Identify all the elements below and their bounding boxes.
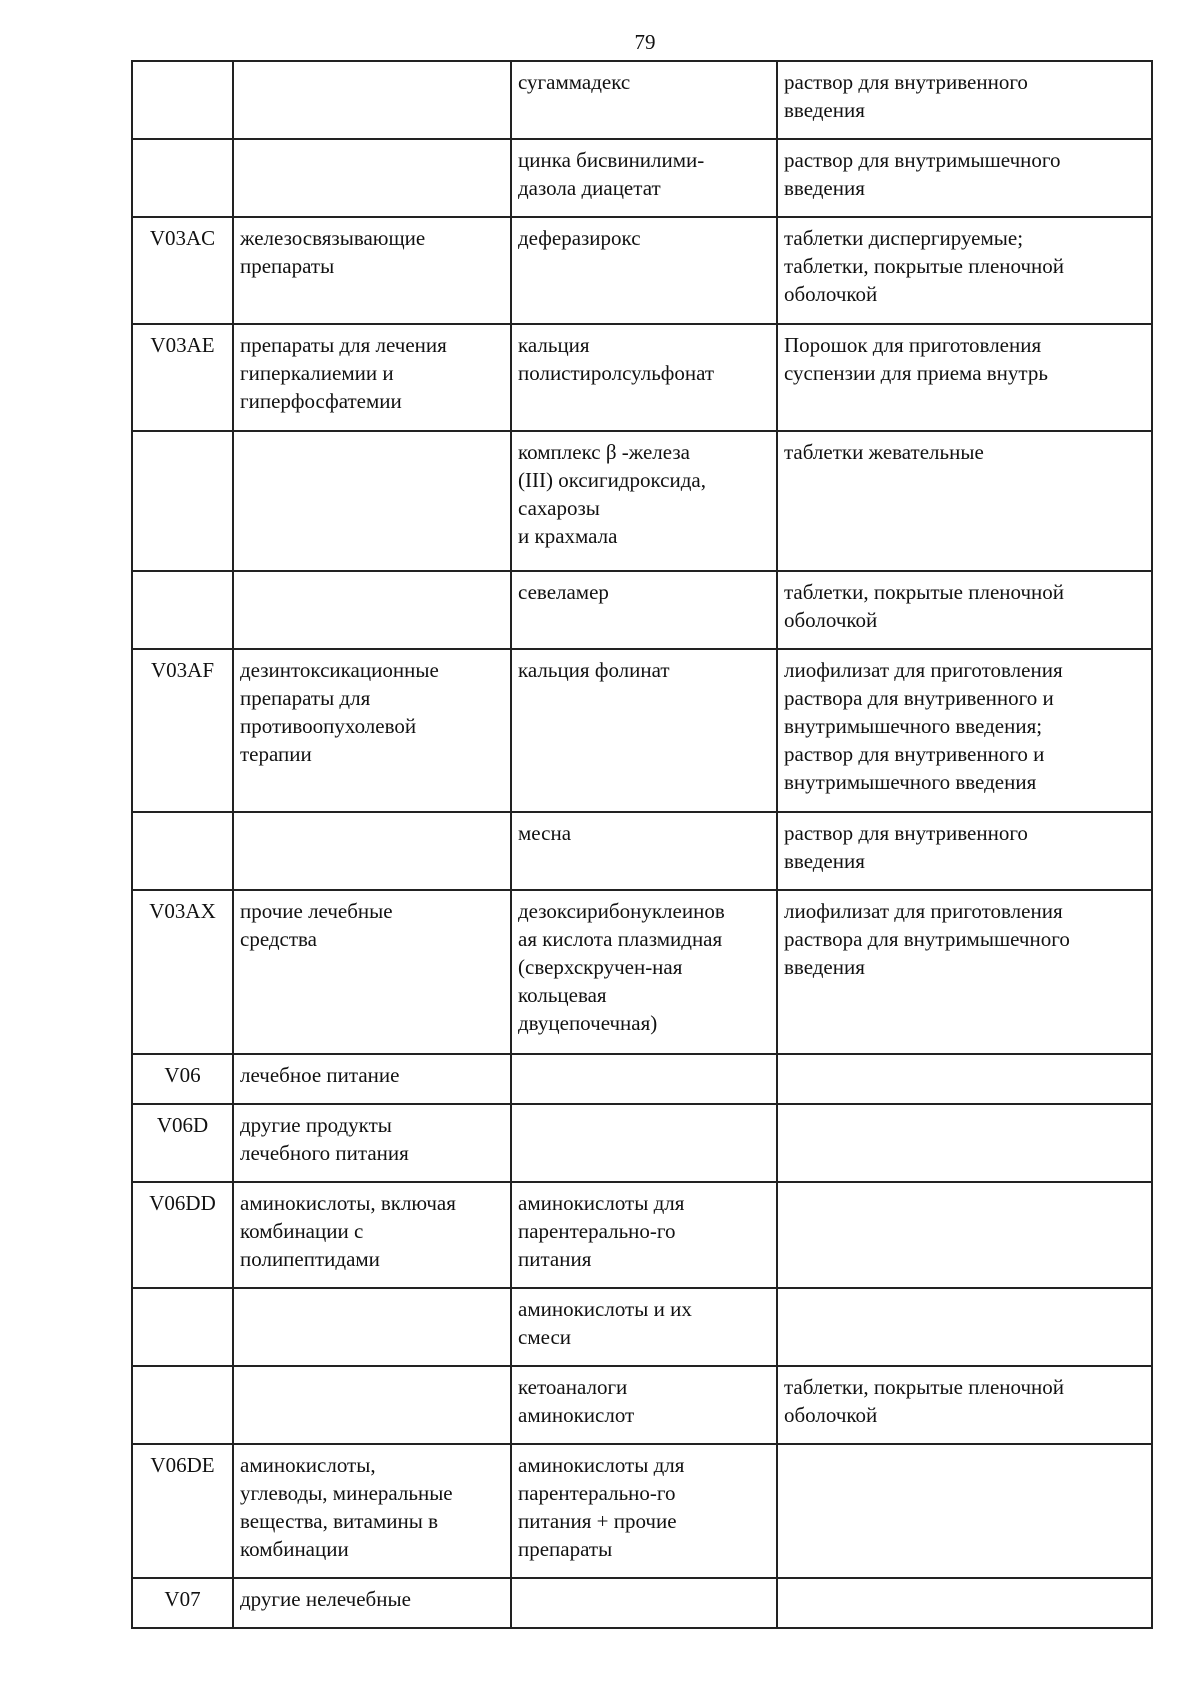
table-row — [132, 571, 1152, 649]
pharmacological-group-cell: другие нелечебные — [233, 1578, 511, 1628]
atc-code-cell — [132, 571, 233, 649]
atc-code-cell: V03AC — [132, 217, 233, 324]
pharmacological-group-cell: прочие лечебные средства — [233, 890, 511, 1054]
pharmacological-group-cell: препараты для лечения гиперкалиемии и гиперфосфатемии — [233, 324, 511, 431]
atc-code-cell: V06DE — [132, 1444, 233, 1578]
pharmacological-group-cell: лечебное питание — [233, 1054, 511, 1104]
pharmacological-group-cell: аминокислоты, включая комбинации с полипептидами — [233, 1182, 511, 1288]
atc-code-cell: V06 — [132, 1054, 233, 1104]
dosage-form-cell: таблетки, покрытые пленочной оболочкой — [777, 1366, 1152, 1444]
drug-name-cell: аминокислоты для парентерально-го питания + прочие препараты — [511, 1444, 777, 1578]
dosage-form-cell: раствор для внутривенного введения — [777, 812, 1152, 890]
dosage-form-cell — [777, 1104, 1152, 1182]
atc-code-cell — [132, 431, 233, 571]
drug-name-cell: цинка бисвинилими- дазола диацетат — [511, 139, 777, 217]
table-row — [132, 139, 1152, 217]
table-row — [132, 431, 1152, 571]
dosage-form-cell: таблетки диспергируемые; таблетки, покрытые пленочной оболочкой — [777, 217, 1152, 324]
dosage-form-cell: раствор для внутримышечного введения — [777, 139, 1152, 217]
table-row — [132, 1054, 1152, 1104]
drug-name-cell: аминокислоты и их смеси — [511, 1288, 777, 1366]
pharmacological-group-cell — [233, 139, 511, 217]
dosage-form-cell — [777, 1288, 1152, 1366]
dosage-form-cell: таблетки жевательные — [777, 431, 1152, 571]
dosage-form-cell — [777, 1444, 1152, 1578]
atc-code-cell — [132, 1288, 233, 1366]
drug-name-cell: севеламер — [511, 571, 777, 649]
drug-name-cell: месна — [511, 812, 777, 890]
table-row — [132, 324, 1152, 431]
dosage-form-cell: раствор для внутривенного введения — [777, 61, 1152, 139]
drug-name-cell: кальция фолинат — [511, 649, 777, 812]
table-row — [132, 217, 1152, 324]
dosage-form-cell: таблетки, покрытые пленочной оболочкой — [777, 571, 1152, 649]
atc-code-cell: V03AX — [132, 890, 233, 1054]
drug-name-cell: дезоксирибонуклеинов ая кислота плазмидная (сверхскручен-ная кольцевая двуцепочечная) — [511, 890, 777, 1054]
table-row — [132, 890, 1152, 1054]
dosage-form-cell — [777, 1182, 1152, 1288]
atc-code-cell — [132, 812, 233, 890]
pharmacological-group-cell — [233, 812, 511, 890]
table-row — [132, 1578, 1152, 1628]
table-row — [132, 649, 1152, 812]
table-row — [132, 812, 1152, 890]
dosage-form-cell: Порошок для приготовления суспензии для приема внутрь — [777, 324, 1152, 431]
dosage-form-cell — [777, 1054, 1152, 1104]
table-row — [132, 1366, 1152, 1444]
drug-name-cell: деферазирокс — [511, 217, 777, 324]
drug-name-cell: аминокислоты для парентерально-го питания — [511, 1182, 777, 1288]
drug-name-cell — [511, 1578, 777, 1628]
dosage-form-cell — [777, 1578, 1152, 1628]
table-body — [132, 61, 1152, 1628]
atc-code-cell: V06D — [132, 1104, 233, 1182]
pharmacological-group-cell — [233, 571, 511, 649]
table-row — [132, 1288, 1152, 1366]
pharmacological-group-cell: железосвязывающие препараты — [233, 217, 511, 324]
drug-name-cell — [511, 1104, 777, 1182]
atc-code-cell: V03AF — [132, 649, 233, 812]
table-row — [132, 1104, 1152, 1182]
drug-name-cell: кальция полистиролсульфонат — [511, 324, 777, 431]
pharmacological-group-cell: другие продукты лечебного питания — [233, 1104, 511, 1182]
pharmacological-group-cell: аминокислоты, углеводы, минеральные вещества, витамины в комбинации — [233, 1444, 511, 1578]
atc-code-cell — [132, 139, 233, 217]
drug-name-cell: комплекс β -железа (III) оксигидроксида, сахарозы и крахмала — [511, 431, 777, 571]
pharmacological-group-cell — [233, 61, 511, 139]
atc-code-cell: V03AE — [132, 324, 233, 431]
dosage-form-cell: лиофилизат для приготовления раствора для внутримышечного введения — [777, 890, 1152, 1054]
drug-name-cell: сугаммадекс — [511, 61, 777, 139]
dosage-form-cell: лиофилизат для приготовления раствора для внутривенного и внутримышечного введения; раствор для внутривенного и внутримышечного введения — [777, 649, 1152, 812]
page-number: 79 — [634, 30, 656, 54]
table-row — [132, 1444, 1152, 1578]
drug-classification-table — [131, 60, 1153, 1629]
atc-code-cell — [132, 61, 233, 139]
atc-code-cell: V07 — [132, 1578, 233, 1628]
pharmacological-group-cell — [233, 1366, 511, 1444]
drug-name-cell: кетоаналоги аминокислот — [511, 1366, 777, 1444]
pharmacological-group-cell — [233, 1288, 511, 1366]
table-row — [132, 1182, 1152, 1288]
table-row — [132, 61, 1152, 139]
pharmacological-group-cell: дезинтоксикационные препараты для противоопухолевой терапии — [233, 649, 511, 812]
pharmacological-group-cell — [233, 431, 511, 571]
atc-code-cell — [132, 1366, 233, 1444]
atc-code-cell: V06DD — [132, 1182, 233, 1288]
drug-name-cell — [511, 1054, 777, 1104]
